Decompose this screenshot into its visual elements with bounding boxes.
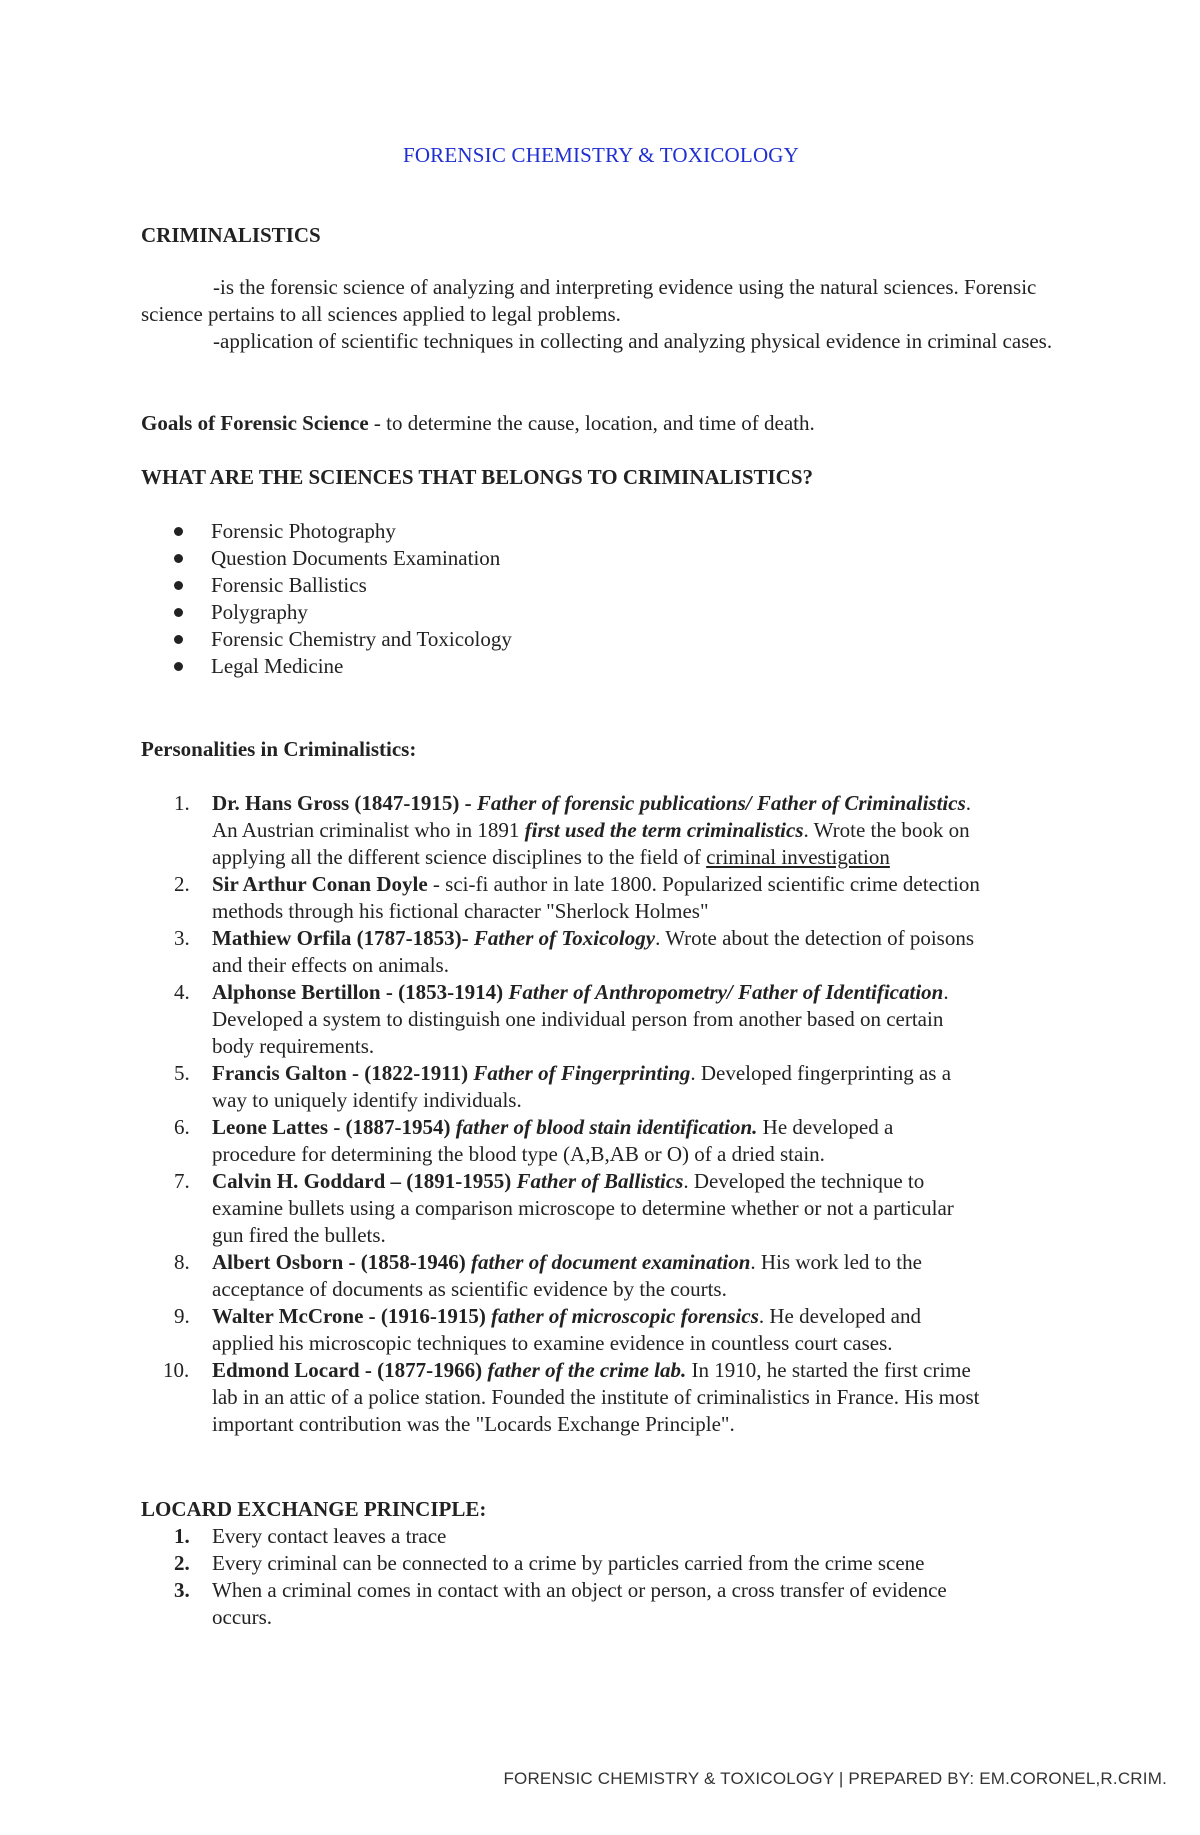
list-item: 2. Every criminal can be connected to a crime by particles carried from the crime scene — [174, 1551, 925, 1575]
sciences-list — [141, 518, 512, 680]
personalities-list — [141, 790, 1061, 1438]
personalities-heading: Personalities in Criminalistics: — [141, 737, 417, 761]
criminal-investigation-link[interactable]: criminal investigation — [706, 845, 890, 869]
sciences-heading: WHAT ARE THE SCIENCES THAT BELONGS TO CRIMINALISTICS? — [141, 465, 814, 489]
bullet-icon — [174, 527, 183, 536]
list-item: 2. Sir Arthur Conan Doyle - sci-fi author in late 1800. Popularized scientific crime detection methods through his fictional character "Sherlock Holmes" — [174, 872, 980, 923]
list-item: 1. Dr. Hans Gross (1847-1915) - Father of forensic publications/ Father of Criminalistics. An Austrian criminalist who in 1891 first used the term criminalistics. Wrote the book on applying all the different science disciplines to the field of criminal investigation — [174, 791, 971, 869]
list-item: 8. Albert Osborn - (1858-1946) father of document examination. His work led to the acceptance of documents as scientific evidence by the courts. — [174, 1250, 922, 1301]
list-item: Legal Medicine — [141, 653, 512, 680]
list-item: 1. Every contact leaves a trace — [174, 1524, 447, 1548]
list-item: 3. When a criminal comes in contact with an object or person, a cross transfer of evidence occurs. — [174, 1578, 947, 1629]
list-item: Polygraphy — [141, 599, 512, 626]
bullet-icon — [174, 554, 183, 563]
goals-label: Goals of Forensic Science — [141, 411, 369, 435]
document-title: FORENSIC CHEMISTRY & TOXICOLOGY — [402, 143, 800, 167]
list-item: 4. Alphonse Bertillon - (1853-1914) Father of Anthropometry/ Father of Identification. Developed a system to distinguish one individual person from another based on certain body requirements. — [174, 980, 949, 1058]
list-item: 6. Leone Lattes - (1887-1954) father of blood stain identification. He developed a procedure for determining the blood type (A,B,AB or O) of a dried stain. — [174, 1115, 894, 1166]
definition-1: -is the forensic science of analyzing and interpreting evidence using the natural sciences. Forensic science pertains to all sciences applied to legal problems. — [141, 275, 1037, 326]
criminalistics-definitions — [141, 274, 1061, 355]
bullet-icon — [174, 635, 183, 644]
bullet-icon — [174, 581, 183, 590]
locard-heading: LOCARD EXCHANGE PRINCIPLE: — [141, 1497, 487, 1521]
list-item: 7. Calvin H. Goddard – (1891-1955) Father of Ballistics. Developed the technique to examine bullets using a comparison microscope to determine whether or not a particular gun fired the bullets. — [174, 1169, 954, 1247]
list-item: Question Documents Examination — [141, 545, 512, 572]
list-item: 3. Mathiew Orfila (1787-1853)- Father of Toxicology. Wrote about the detection of poisons and their effects on animals. — [174, 926, 975, 977]
criminalistics-heading: CRIMINALISTICS — [141, 223, 321, 247]
page-footer: FORENSIC CHEMISTRY & TOXICOLOGY | PREPARED BY: EM.CORONEL,R.CRIM. — [503, 1769, 1167, 1788]
goals-paragraph — [141, 410, 815, 437]
list-item: 5. Francis Galton - (1822-1911) Father of Fingerprinting. Developed fingerprinting as a way to uniquely identify individuals. — [174, 1061, 952, 1112]
bullet-icon — [174, 608, 183, 617]
list-item: Forensic Ballistics — [141, 572, 512, 599]
list-item: 9. Walter McCrone - (1916-1915) father of microscopic forensics. He developed and applied his microscopic techniques to examine evidence in countless court cases. — [174, 1304, 921, 1355]
locard-list — [141, 1523, 1061, 1631]
list-item: 10. Edmond Locard - (1877-1966) father of the crime lab. In 1910, he started the first crime lab in an attic of a police station. Founded the institute of criminalistics in France. His most important contribution was the "Locards Exchange Principle". — [163, 1358, 980, 1436]
goals-text: - to determine the cause, location, and time of death. — [368, 411, 815, 435]
list-item: Forensic Photography — [141, 518, 512, 545]
bullet-icon — [174, 662, 183, 671]
definition-2: -application of scientific techniques in collecting and analyzing physical evidence in criminal cases. — [213, 329, 1053, 353]
list-item: Forensic Chemistry and Toxicology — [141, 626, 512, 653]
